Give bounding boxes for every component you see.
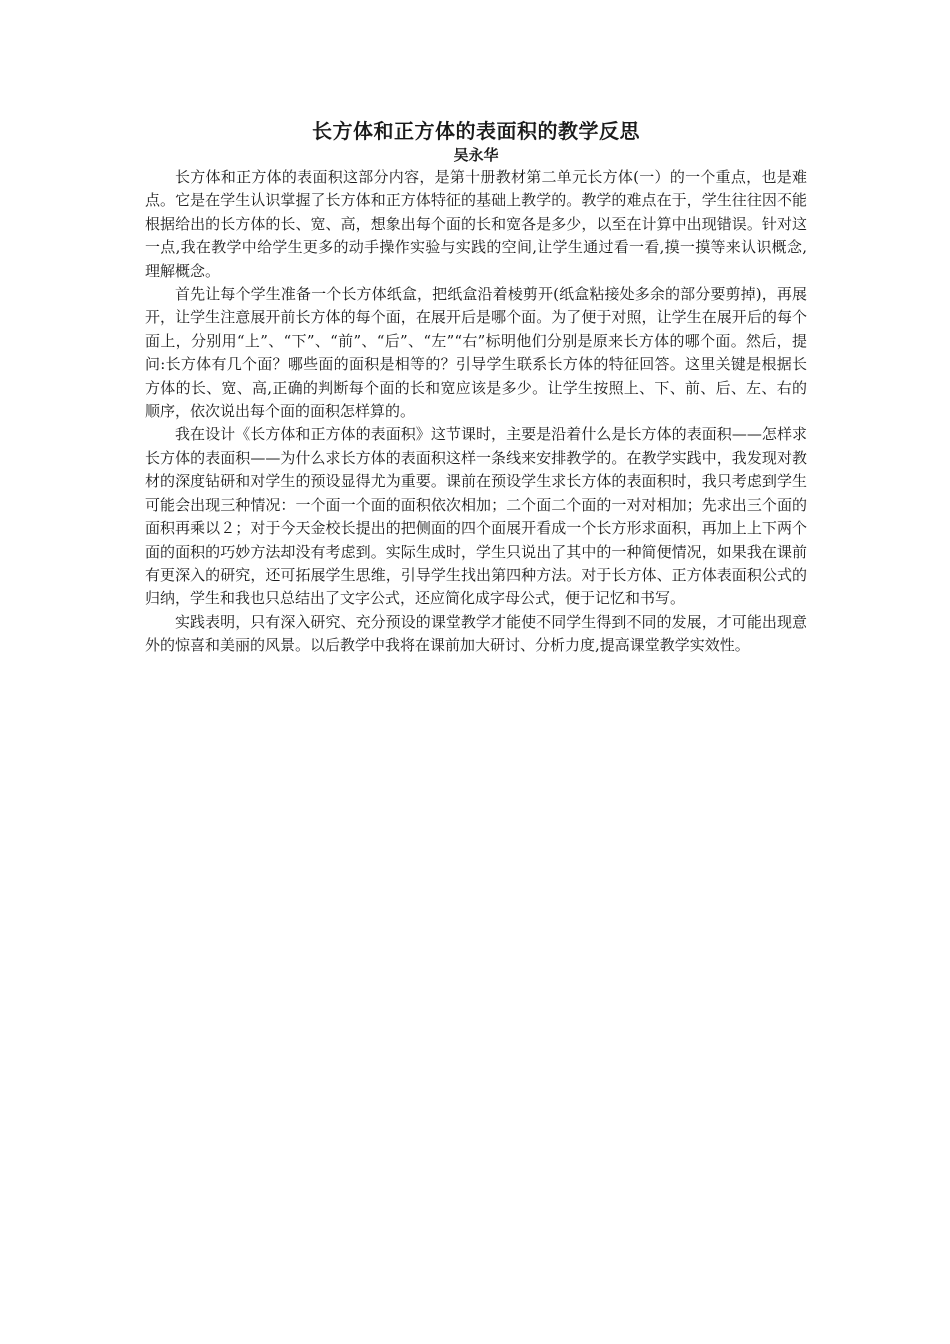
paragraph-3: 我在设计《长方体和正方体的表面积》这节课时，主要是沿着什么是长方体的表面积——怎样求长方体的表面积——为什么求长方体的表面积这样一条线来安排教学的。在教学实践中，我发现对教材的深度钻研和对学生的预设显得尤为重要。课前在预设学生求长方体的表面积时，我只考虑到学生可能会出现三种情况：一个面一个面的面积依次相加；二个面二个面的一对对相加；先求出三个面的面积再乘以２；对于今天金校长提出的把侧面的四个面展开看成一个长方形求面积，再加上上下两个面的面积的巧妙方法却没有考虑到。实际生成时，学生只说出了其中的一种简便情况，如果我在课前有更深入的研究，还可拓展学生思维，引导学生找出第四种方法。对于长方体、正方体表面积公式的归纳，学生和我也只总结出了文字公式，还应简化成字母公式，便于记忆和书写。 — [145, 425, 807, 608]
document-page — [145, 118, 807, 658]
document-author: 吴永华 — [453, 146, 499, 164]
paragraph-4: 实践表明，只有深入研究、充分预设的课堂教学才能使不同学生得到不同的发展，才可能出现意外的惊喜和美丽的风景。以后教学中我将在课前加大研讨、分析力度,提高课堂教学实效性。 — [145, 612, 807, 655]
document-body — [145, 166, 807, 658]
paragraph-2: 首先让每个学生准备一个长方体纸盒，把纸盒沿着棱剪开(纸盒粘接处多余的部分要剪掉)，再展开，让学生注意展开前长方体的每个面，在展开后是哪个面。为了便于对照，让学生在展开后的每个面上，分别用“上”、“下”、“前”、“后”、“左”“右”标明他们分别是原来长方体的哪个面。然后，提问:长方体有几个面？哪些面的面积是相等的？引导学生联系长方体的特征回答。这里关键是根据长方体的长、宽、高,正确的判断每个面的长和宽应该是多少。让学生按照上、下、前、后、左、右的顺序，依次说出每个面的面积怎样算的。 — [145, 285, 807, 421]
paragraph-1: 长方体和正方体的表面积这部分内容，是第十册教材第二单元长方体(一）的一个重点，也是难点。它是在学生认识掌握了长方体和正方体特征的基础上教学的。教学的难点在于，学生往往因不能根据给出的长方体的长、宽、高，想象出每个面的长和宽各是多少，以至在计算中出现错误。针对这一点,我在教学中给学生更多的动手操作实验与实践的空间,让学生通过看一看,摸一摸等来认识概念,理解概念。 — [145, 168, 807, 280]
document-title: 长方体和正方体的表面积的教学反思 — [312, 119, 640, 143]
